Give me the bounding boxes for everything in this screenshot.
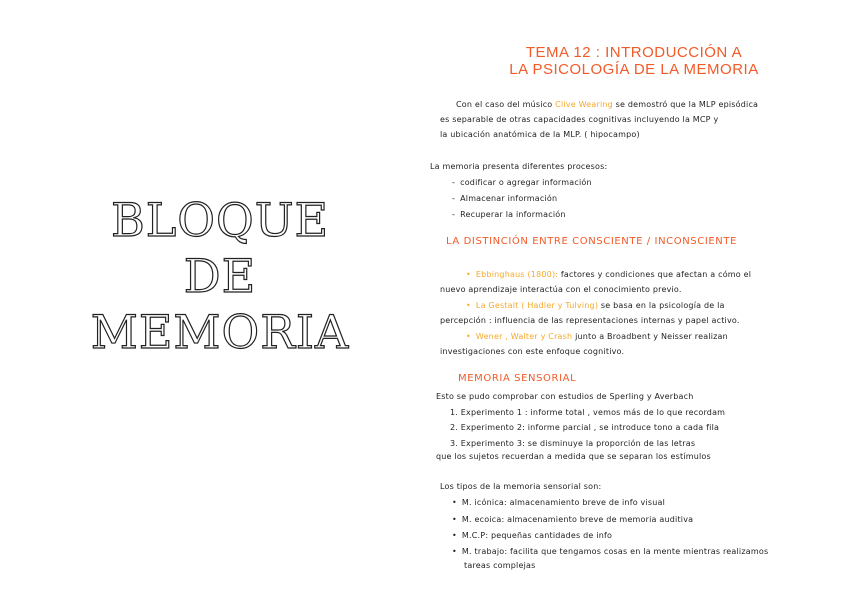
page-title-line-2: LA PSICOLOGÍA DE LA MEMORIA [509, 61, 759, 78]
process-item: - Recuperar la información [452, 210, 566, 219]
distinction-p2-name: La Gestalt ( Hadler y Tulving) [475, 301, 599, 310]
distinction-p3-line-1: • Wener , Walter y Crash junto a Broadbent y Neisser realizan [466, 332, 728, 341]
distinction-p3-text: junto a Broadbent y Neisser realizan [575, 332, 728, 341]
types-heading: Los tipos de la memoria sensorial son: [440, 482, 602, 491]
intro-line-1 [456, 99, 758, 111]
type-item: • M. icónica: almacenamiento breve de info visual [452, 498, 666, 507]
process-item-text: Recuperar la información [460, 210, 566, 219]
process-item: - codificar o agregar información [452, 178, 592, 187]
sensory-intro: Esto se pudo comprobar con estudios de Sperling y Averbach [436, 392, 694, 401]
intro-highlight-name: Clive Wearing [555, 100, 613, 109]
block-title [70, 192, 370, 360]
distinction-p2-text: se basa en la psicología de la [600, 301, 725, 310]
process-item: - Almacenar información [452, 194, 558, 203]
block-title-line-1: BLOQUE [110, 193, 330, 247]
type-item-text: M. ecoica: almacenamiento breve de memoria auditiva [461, 515, 694, 524]
type-item: • M.C.P: pequeñas cantidades de info [452, 531, 613, 540]
distinction-p2-line-2: percepción : influencia de las representaciones internas y papel activo. [440, 316, 740, 325]
type-item-text: M.C.P: pequeñas cantidades de info [461, 531, 613, 540]
block-title-line-2: DE [183, 249, 257, 303]
sensory-heading: MEMORIA SENSORIAL [458, 373, 577, 384]
intro-line-3: la ubicación anatómica de la MLP. ( hipocampo) [440, 130, 640, 139]
page-title [504, 44, 764, 78]
sensory-experiment-3-cont: que los sujetos recuerdan a medida que se separan los estímulos [436, 452, 711, 461]
intro-text-a: Con el caso del músico [456, 100, 553, 109]
sensory-experiment-3: 3. Experimento 3: se disminuye la proporción de las letras [450, 439, 696, 448]
distinction-p2-line-1: • La Gestalt ( Hadler y Tulving) se basa en la psicología de la [466, 301, 725, 310]
process-item-text: Almacenar información [460, 194, 558, 203]
sensory-experiment-2: 2. Experimento 2: informe parcial , se introduce tono a cada fila [450, 423, 720, 432]
type-item: • M. trabajo: facilita que tengamos cosas en la mente mientras realizamos [452, 547, 769, 556]
processes-heading: La memoria presenta diferentes procesos: [430, 162, 608, 171]
type-item: • M. ecoica: almacenamiento breve de memoria auditiva [452, 515, 694, 524]
distinction-p1-name: Ebbinghaus (1800): [475, 270, 559, 279]
intro-line-2: es separable de otras capacidades cognitivas incluyendo la MCP y [440, 115, 719, 124]
intro-text-b: se demostró que la MLP episódica [615, 100, 759, 109]
distinction-p1-text: factores y condiciones que afectan a cómo el [560, 270, 752, 279]
distinction-p3-name: Wener , Walter y Crash [475, 332, 573, 341]
distinction-p3-line-2: investigaciones con este enfoque cognitivo. [440, 347, 625, 356]
block-title-line-3: MEMORIA [90, 305, 350, 359]
type-item-text: M. icónica: almacenamiento breve de info visual [461, 498, 666, 507]
page-title-line-1: TEMA 12 : INTRODUCCIÓN A [525, 44, 743, 61]
distinction-p1-line-2: nuevo aprendizaje interactúa con el conocimiento previo. [440, 285, 682, 294]
right-page [424, 0, 848, 600]
sensory-experiment-1: 1. Experimento 1 : informe total , vemos más de lo que recordam [450, 408, 726, 417]
type-item-text: M. trabajo: facilita que tengamos cosas en la mente mientras realizamos [461, 547, 769, 556]
process-item-text: codificar o agregar información [460, 178, 592, 187]
distinction-p1-line-1: • Ebbinghaus (1800): factores y condiciones que afectan a cómo el [466, 270, 752, 279]
type-item-cont: tareas complejas [464, 561, 536, 570]
distinction-heading: LA DISTINCIÓN ENTRE CONSCIENTE / INCONSCIENTE [446, 236, 738, 247]
